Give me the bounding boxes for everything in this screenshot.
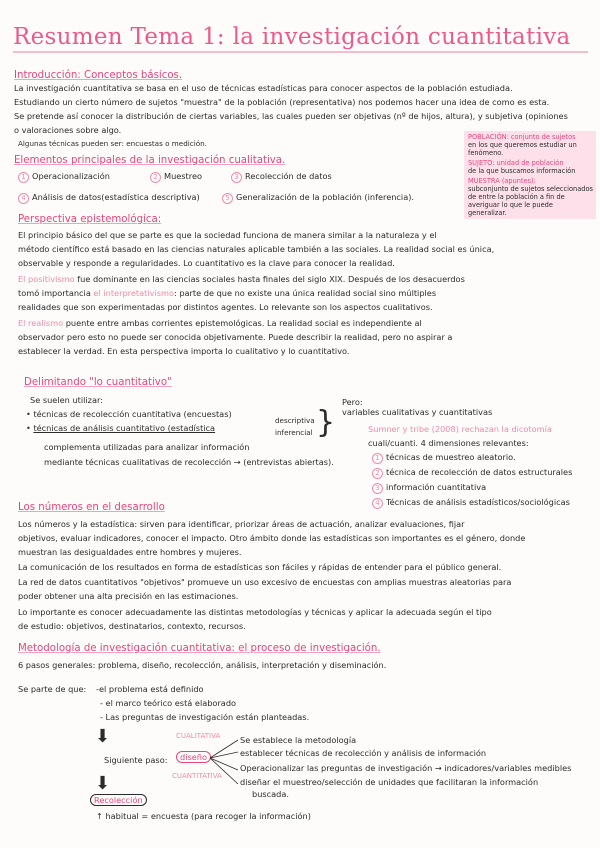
- numeros-heading: Los números en el desarrollo: [18, 502, 165, 513]
- cualitativa-label: CUALITATIVA: [176, 732, 221, 740]
- descriptiva-label: descriptiva: [275, 416, 315, 425]
- elements-heading: Elementos principales de la investigación cualitativa.: [14, 155, 286, 166]
- note-line: SUJETO: unidad de población: [468, 159, 564, 167]
- element-item: 3 Recolección de datos: [231, 171, 332, 183]
- numeros-line: La comunicación de los resultados en forma de estadísticas son fáciles y rápidas de entender para el público general.: [18, 562, 502, 572]
- dimension-item: 2 técnica de recolección de datos estructurales: [372, 467, 572, 479]
- parte-item: - el marco teórico está elaborado: [100, 698, 237, 708]
- number-circle: 3: [231, 172, 242, 183]
- intro-line: Se pretende así conocer la distribución de ciertas variables, las cuales pueden ser objetivas (nº de hijos, altura), y subjetiva (opiniones: [14, 111, 568, 121]
- note-line: de la que buscamos información: [468, 167, 576, 175]
- note-line: generalizar.: [468, 209, 507, 217]
- number-circle: 2: [372, 468, 383, 479]
- intro-line: o valoraciones sobre algo.: [14, 125, 122, 135]
- diseno-item: buscada.: [252, 789, 289, 799]
- realismo-line: El realismo puente entre ambas corrientes epistemológicas. La realidad social es independiente al: [18, 318, 422, 328]
- note-line: de entre la población a fin de: [468, 193, 565, 201]
- dimension-item: 1 técnicas de muestreo aleatorio.: [372, 452, 516, 464]
- number-circle: 1: [18, 172, 29, 183]
- fan-arrows-icon: [208, 736, 244, 796]
- perspectiva-line: El principio básico del que se parte es que la sociedad funciona de manera similar a la naturaleza y el: [18, 230, 437, 240]
- element-item: 5 Generalización de la población (inferencia).: [222, 192, 414, 204]
- numeros-line: poder obtener una alta precisión en las estimaciones.: [18, 591, 239, 601]
- diseno-box: diseño: [176, 751, 211, 763]
- delimitando-line: mediante técnicas cualitativas de recolección → (entrevistas abiertas).: [44, 457, 334, 467]
- numeros-line: muestran las desigualdades entre hombres y mujeres.: [18, 547, 242, 557]
- positivismo-line: El positivismo fue dominante en las ciencias sociales hasta finales del siglo XIX. Después de los desacuerdos: [18, 274, 465, 284]
- sumner-term: Sumner y tribe (2008) rechazan la dicotomía: [368, 424, 552, 434]
- interpretativismo-line: tomó importancia el interpretativismo: parte de que no existe una única realidad social sino múltiples: [18, 288, 437, 298]
- delimitando-bullet: • técnicas de análisis cuantitativo (estadística: [26, 423, 216, 433]
- diseno-item: Se establece la metodología: [240, 735, 357, 745]
- pero-line: variables cualitativas y cuantitativas: [342, 407, 493, 417]
- delimitando-line: Se suelen utilizar:: [30, 395, 103, 405]
- metodologia-heading: Metodología de investigación cuantitativa: el proceso de investigación.: [18, 643, 381, 654]
- perspectiva-line: realidades que son experimentadas por distintos agentes. Lo relevante son los aspectos cualitativos.: [18, 302, 433, 312]
- numeros-line: Los números y la estadística: sirven para identificar, priorizar áreas de actuación, analizar evaluaciones, fijar: [18, 519, 465, 529]
- page-title: Resumen Tema 1: la investigación cuantitativa: [13, 24, 571, 50]
- intro-line: La investigación cuantitativa se basa en el uso de técnicas estadísticas para conocer aspectos de la población estudiada.: [14, 83, 513, 93]
- down-arrow-icon: ⬇: [95, 726, 111, 747]
- parte-item: -el problema está definido: [96, 684, 204, 694]
- element-item: 4 Análisis de datos(estadística descriptiva): [18, 192, 200, 204]
- note-line: fenómeno.: [468, 149, 504, 157]
- title-underline: [13, 51, 588, 53]
- metodologia-parte: Se parte de que:: [18, 684, 87, 694]
- pero-label: Pero:: [342, 397, 363, 407]
- definitions-note: [464, 131, 596, 219]
- dimension-item: 4 Técnicas de análisis estadísticos/sociológicas: [372, 497, 570, 509]
- siguiente-label: Siguiente paso:: [104, 755, 168, 765]
- numeros-line: objetivos, evaluar indicadores, conocer el impacto. Otro ámbito donde las estadísticas son importantes es el género, donde: [18, 533, 526, 543]
- down-arrow-icon: ⬇: [95, 773, 111, 794]
- numeros-line: La red de datos cuantitativos "objetivos" promueve un uso excesivo de encuestas con amplias muestras aleatorias para: [18, 577, 512, 587]
- diseno-item: establecer técnicas de recolección y análisis de información: [240, 748, 487, 758]
- note-line: MUESTRA (apuntes):: [468, 177, 536, 185]
- perspectiva-line: observable y responde a regularidades. Lo cuantitativo es la clave para conocer la realidad.: [18, 258, 395, 268]
- perspectiva-heading: Perspectiva epistemológica:: [18, 214, 162, 225]
- perspectiva-line: observador pero esto no puede ser conocida objetivamente. Puede describir la realidad, pero no aspirar a: [18, 332, 453, 342]
- element-item: 1 Operacionalización: [18, 171, 110, 183]
- sumner-line: cuali/cuanti. 4 dimensiones relevantes:: [368, 438, 529, 448]
- intro-line: Estudiando un cierto número de sujetos "muestra" de la población (representativa) nos podemos hacer una idea de como es esta.: [14, 97, 550, 107]
- recoleccion-box: Recolección: [90, 794, 147, 806]
- number-circle: 1: [372, 453, 383, 464]
- delimitando-line: complementa utilizadas para analizar información: [44, 442, 250, 452]
- number-circle: 4: [18, 193, 29, 204]
- diseno-item: Operacionalizar las preguntas de investigación → indicadores/variables medibles: [240, 763, 572, 773]
- note-line: averiguar lo que le puede: [468, 201, 553, 209]
- habitual-line: ↑ habitual = encuesta (para recoger la información): [96, 811, 311, 821]
- element-item: 2 Muestreo: [150, 171, 202, 183]
- delimitando-bullet: • técnicas de recolección cuantitativa (encuestas): [26, 409, 232, 419]
- number-circle: 4: [372, 498, 383, 509]
- numeros-line: Lo importante es conocer adecuadamente las distintas metodologías y técnicas y aplicar la adecuada según el tipo: [18, 607, 492, 617]
- parte-item: - Las preguntas de investigación están planteadas.: [100, 712, 310, 722]
- intro-heading: Introducción: Conceptos básicos.: [14, 70, 183, 81]
- metodologia-line: 6 pasos generales: problema, diseño, recolección, análisis, interpretación y diseminación.: [18, 660, 387, 670]
- numeros-line: de estudio: objetivos, destinatarios, contexto, recursos.: [18, 621, 246, 631]
- diseno-item: diseñar el muestreo/selección de unidades que facilitaran la información: [240, 777, 539, 787]
- intro-line: Algunas técnicas pueden ser: encuestas o medición.: [18, 139, 207, 148]
- number-circle: 3: [372, 483, 383, 494]
- note-line: subconjunto de sujetos seleccionados: [468, 185, 593, 193]
- note-line: en los que queremos estudiar un: [468, 141, 577, 149]
- perspectiva-line: establecer la verdad. En esta perspectiva importa lo cualitativo y lo cuantitativo.: [18, 346, 350, 356]
- delimitando-heading: Delimitando "lo cuantitativo": [24, 377, 172, 388]
- brace-icon: }: [316, 405, 336, 440]
- number-circle: 2: [150, 172, 161, 183]
- dimension-item: 3 información cuantitativa: [372, 482, 486, 494]
- cuantitativa-label: CUANTITATIVA: [172, 772, 222, 780]
- perspectiva-line: método científico está basado en las ciencias naturales aplicable también a las sociales. La realidad social es única,: [18, 244, 495, 254]
- note-line: POBLACIÓN: conjunto de sujetos: [468, 133, 576, 141]
- inferencial-label: inferencial: [275, 428, 313, 437]
- number-circle: 5: [222, 193, 233, 204]
